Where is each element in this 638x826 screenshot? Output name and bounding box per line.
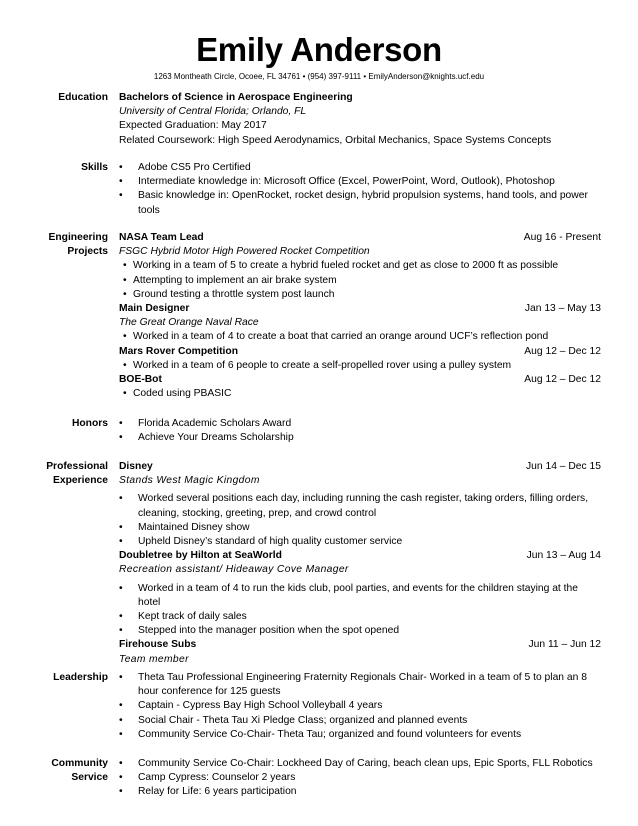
job-date: Aug 16 - Present [523,232,601,243]
list-item: • Achieve Your Dreams Scholarship [119,431,603,445]
job-bullets [119,492,603,549]
job-title: Doubletree by Hilton at SeaWorld Jun 13 – Aug 14 [119,549,603,563]
job-title: NASA Team Lead Aug 16 - Present [119,231,603,245]
graduation: Expected Graduation: May 2017 [119,120,267,132]
job-bullets [119,330,603,344]
list-item: • Kept track of daily sales [119,610,603,624]
job-title: Main Designer Jan 13 – May 13 [119,302,603,316]
list-item: • Relay for Life: 6 years participation [119,785,603,799]
job-date: Jun 14 – Dec 15 [526,461,601,472]
list-item: • Florida Academic Scholars Award [119,417,603,431]
job-subtitle: Team member [119,653,189,665]
job-subtitle: FSGC Hybrid Motor High Powered Rocket Competition [119,246,370,258]
list-item: • Attempting to implement an air brake system [119,274,603,288]
job-title: Mars Rover Competition Aug 12 – Dec 12 [119,345,603,359]
list-item: • Community Service Co-Chair: Lockheed Day of Caring, beach clean ups, Epic Sports, FLL Robotics [119,757,603,771]
job-title: Disney Jun 14 – Dec 15 [119,460,603,474]
job-date: Jun 13 – Aug 14 [526,550,601,562]
section-label-engineering: Engineering Projects [48,232,108,258]
job-title: Firehouse Subs Jun 11 – Jun 12 [119,638,603,652]
leadership-list [119,671,603,742]
list-item: • Community Service Co-Chair- Theta Tau; organized and found volunteers for events [119,728,603,742]
list-item: • Adobe CS5 Pro Certified [119,161,603,175]
job-subtitle: Recreation assistant/ Hideaway Cove Manager [119,564,349,576]
list-item: • Social Chair - Theta Tau Xi Pledge Class; organized and planned events [119,714,603,728]
section-label-leadership: Leadership [53,672,108,683]
job-subtitle: Stands West Magic Kingdom [119,475,260,487]
list-item: • Working in a team of 5 to create a hybrid fueled rocket and get as close to 2000 ft as possible [119,259,603,273]
job-date: Jun 11 – Jun 12 [528,639,601,651]
school: University of Central Florida; Orlando, FL [119,106,307,118]
list-item: • Basic knowledge in: OpenRocket, rocket design, hybrid propulsion systems, hand tools, and power tools [119,189,603,217]
section-label-honors: Honors [71,418,108,429]
list-item: • Worked in a team of 4 to create a boat that carried an orange around UCF’s reflection pond [119,330,603,344]
section-label-professional: Professional Experience [46,461,108,487]
list-item: • Stepped into the manager position when the spot opened [119,624,603,638]
resume-name: Emily Anderson [196,31,442,68]
section-label-education: Education [58,92,108,103]
section-label-skills: Skills [81,162,108,173]
coursework: Related Coursework: High Speed Aerodynamics, Orbital Mechanics, Space Systems Concepts [119,134,552,146]
list-item: • Worked in a team of 6 people to create a self-propelled rover using a pulley system [119,359,603,373]
job-title: BOE-Bot Aug 12 – Dec 12 [119,373,603,387]
list-item: • Maintained Disney show [119,521,603,535]
list-item: • Ground testing a throttle system post launch [119,288,603,302]
list-item: • Coded using PBASIC [119,387,603,401]
community-list [119,757,603,800]
list-item: • Camp Cypress: Counselor 2 years [119,771,603,785]
job-date: Aug 12 – Dec 12 [524,373,601,385]
list-item: • Theta Tau Professional Engineering Fraternity Regionals Chair- Worked in a team of 5 to plan an 8 hour conference for 125 guests [119,671,603,699]
job-date: Jan 13 – May 13 [524,302,601,314]
job-bullets [119,359,603,373]
list-item: • Upheld Disney’s standard of high quality customer service [119,535,603,549]
list-item: • Worked several positions each day, including running the cash register, taking orders, filling orders, cleaning, stocking, greeting, prep, and crowd control [119,492,603,520]
list-item: • Captain - Cypress Bay High School Volleyball 4 years [119,699,603,713]
job-bullets [119,582,603,639]
job-date: Aug 12 – Dec 12 [524,345,601,357]
job-subtitle: The Great Orange Naval Race [119,317,259,329]
job-bullets [119,387,603,401]
honors-list [119,417,603,445]
job-bullets [119,259,603,302]
list-item: • Worked in a team of 4 to run the kids club, pool parties, and events for the children staying at the hotel [119,582,603,610]
degree: Bachelors of Science in Aerospace Engineering [119,92,353,103]
section-label-community: Community Service [51,758,108,784]
list-item: • Intermediate knowledge in: Microsoft Office (Excel, PowerPoint, Word, Outlook), Photoshop [119,175,603,189]
contact-info: 1263 Montheath Circle, Ocoee, FL 34761 • (954) 397-9111 • EmilyAnderson@knights.ucf.edu [153,72,485,81]
skills-list [119,161,603,218]
